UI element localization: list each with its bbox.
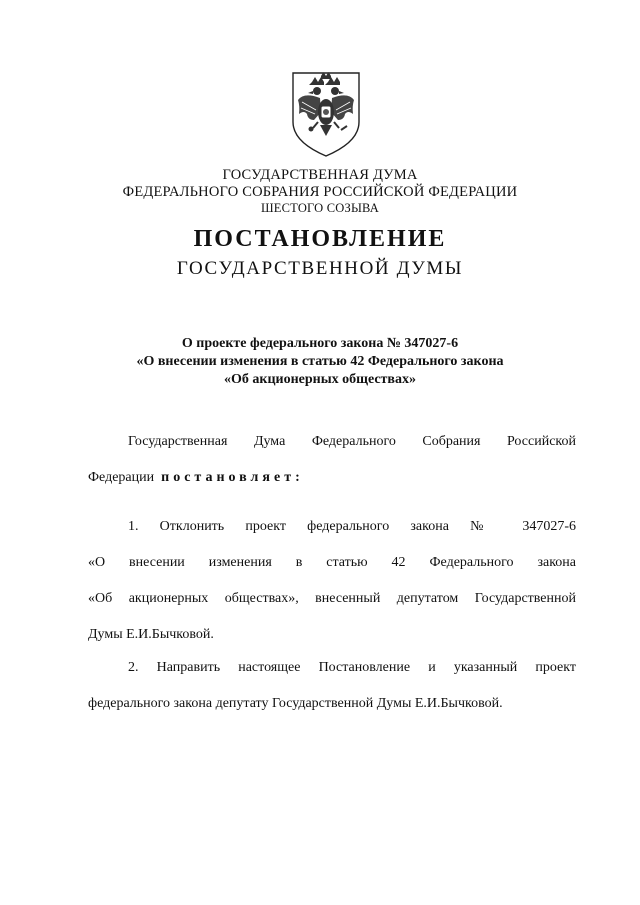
item-1-line-1: 1. Отклонить проект федерального закона № 347027-6 <box>128 519 576 534</box>
item-1-line-3: «Об акционерных обществах», внесенный депутатом Государственной <box>88 591 576 606</box>
document-issuer-title: ГОСУДАРСТВЕННОЙ ДУМЫ <box>176 258 464 279</box>
preamble-line-1: Государственная Дума Федерального Собрания Российской <box>128 434 576 449</box>
subject-line-1: О проекте федерального закона № 347027-6 <box>181 336 459 351</box>
item-1-line-4: Думы Е.И.Бычковой. <box>88 627 214 642</box>
org-name-line-1: ГОСУДАРСТВЕННАЯ ДУМА <box>222 167 418 183</box>
subject-line-3: «Об акционерных обществах» <box>223 372 416 387</box>
convocation-line: ШЕСТОГО СОЗЫВА <box>260 201 380 215</box>
subject-line-2: «О внесении изменения в статью 42 Федерального закона <box>136 354 504 369</box>
document-type-title: ПОСТАНОВЛЕНИЕ <box>193 226 447 252</box>
preamble-text: Федерации <box>88 470 155 485</box>
item-2-line-1: 2. Направить настоящее Постановление и указанный проект <box>128 660 576 675</box>
resolves-word: постановляет: <box>161 470 304 485</box>
org-name-line-2: ФЕДЕРАЛЬНОГО СОБРАНИЯ РОССИЙСКОЙ ФЕДЕРАЦИИ <box>122 184 518 200</box>
item-2-line-2: федерального закона депутату Государственной Думы Е.И.Бычковой. <box>88 696 503 711</box>
state-emblem-icon <box>290 70 362 160</box>
item-1-line-2: «О внесении изменения в статью 42 Федерального закона <box>88 555 576 570</box>
preamble-line-2 <box>88 470 576 486</box>
